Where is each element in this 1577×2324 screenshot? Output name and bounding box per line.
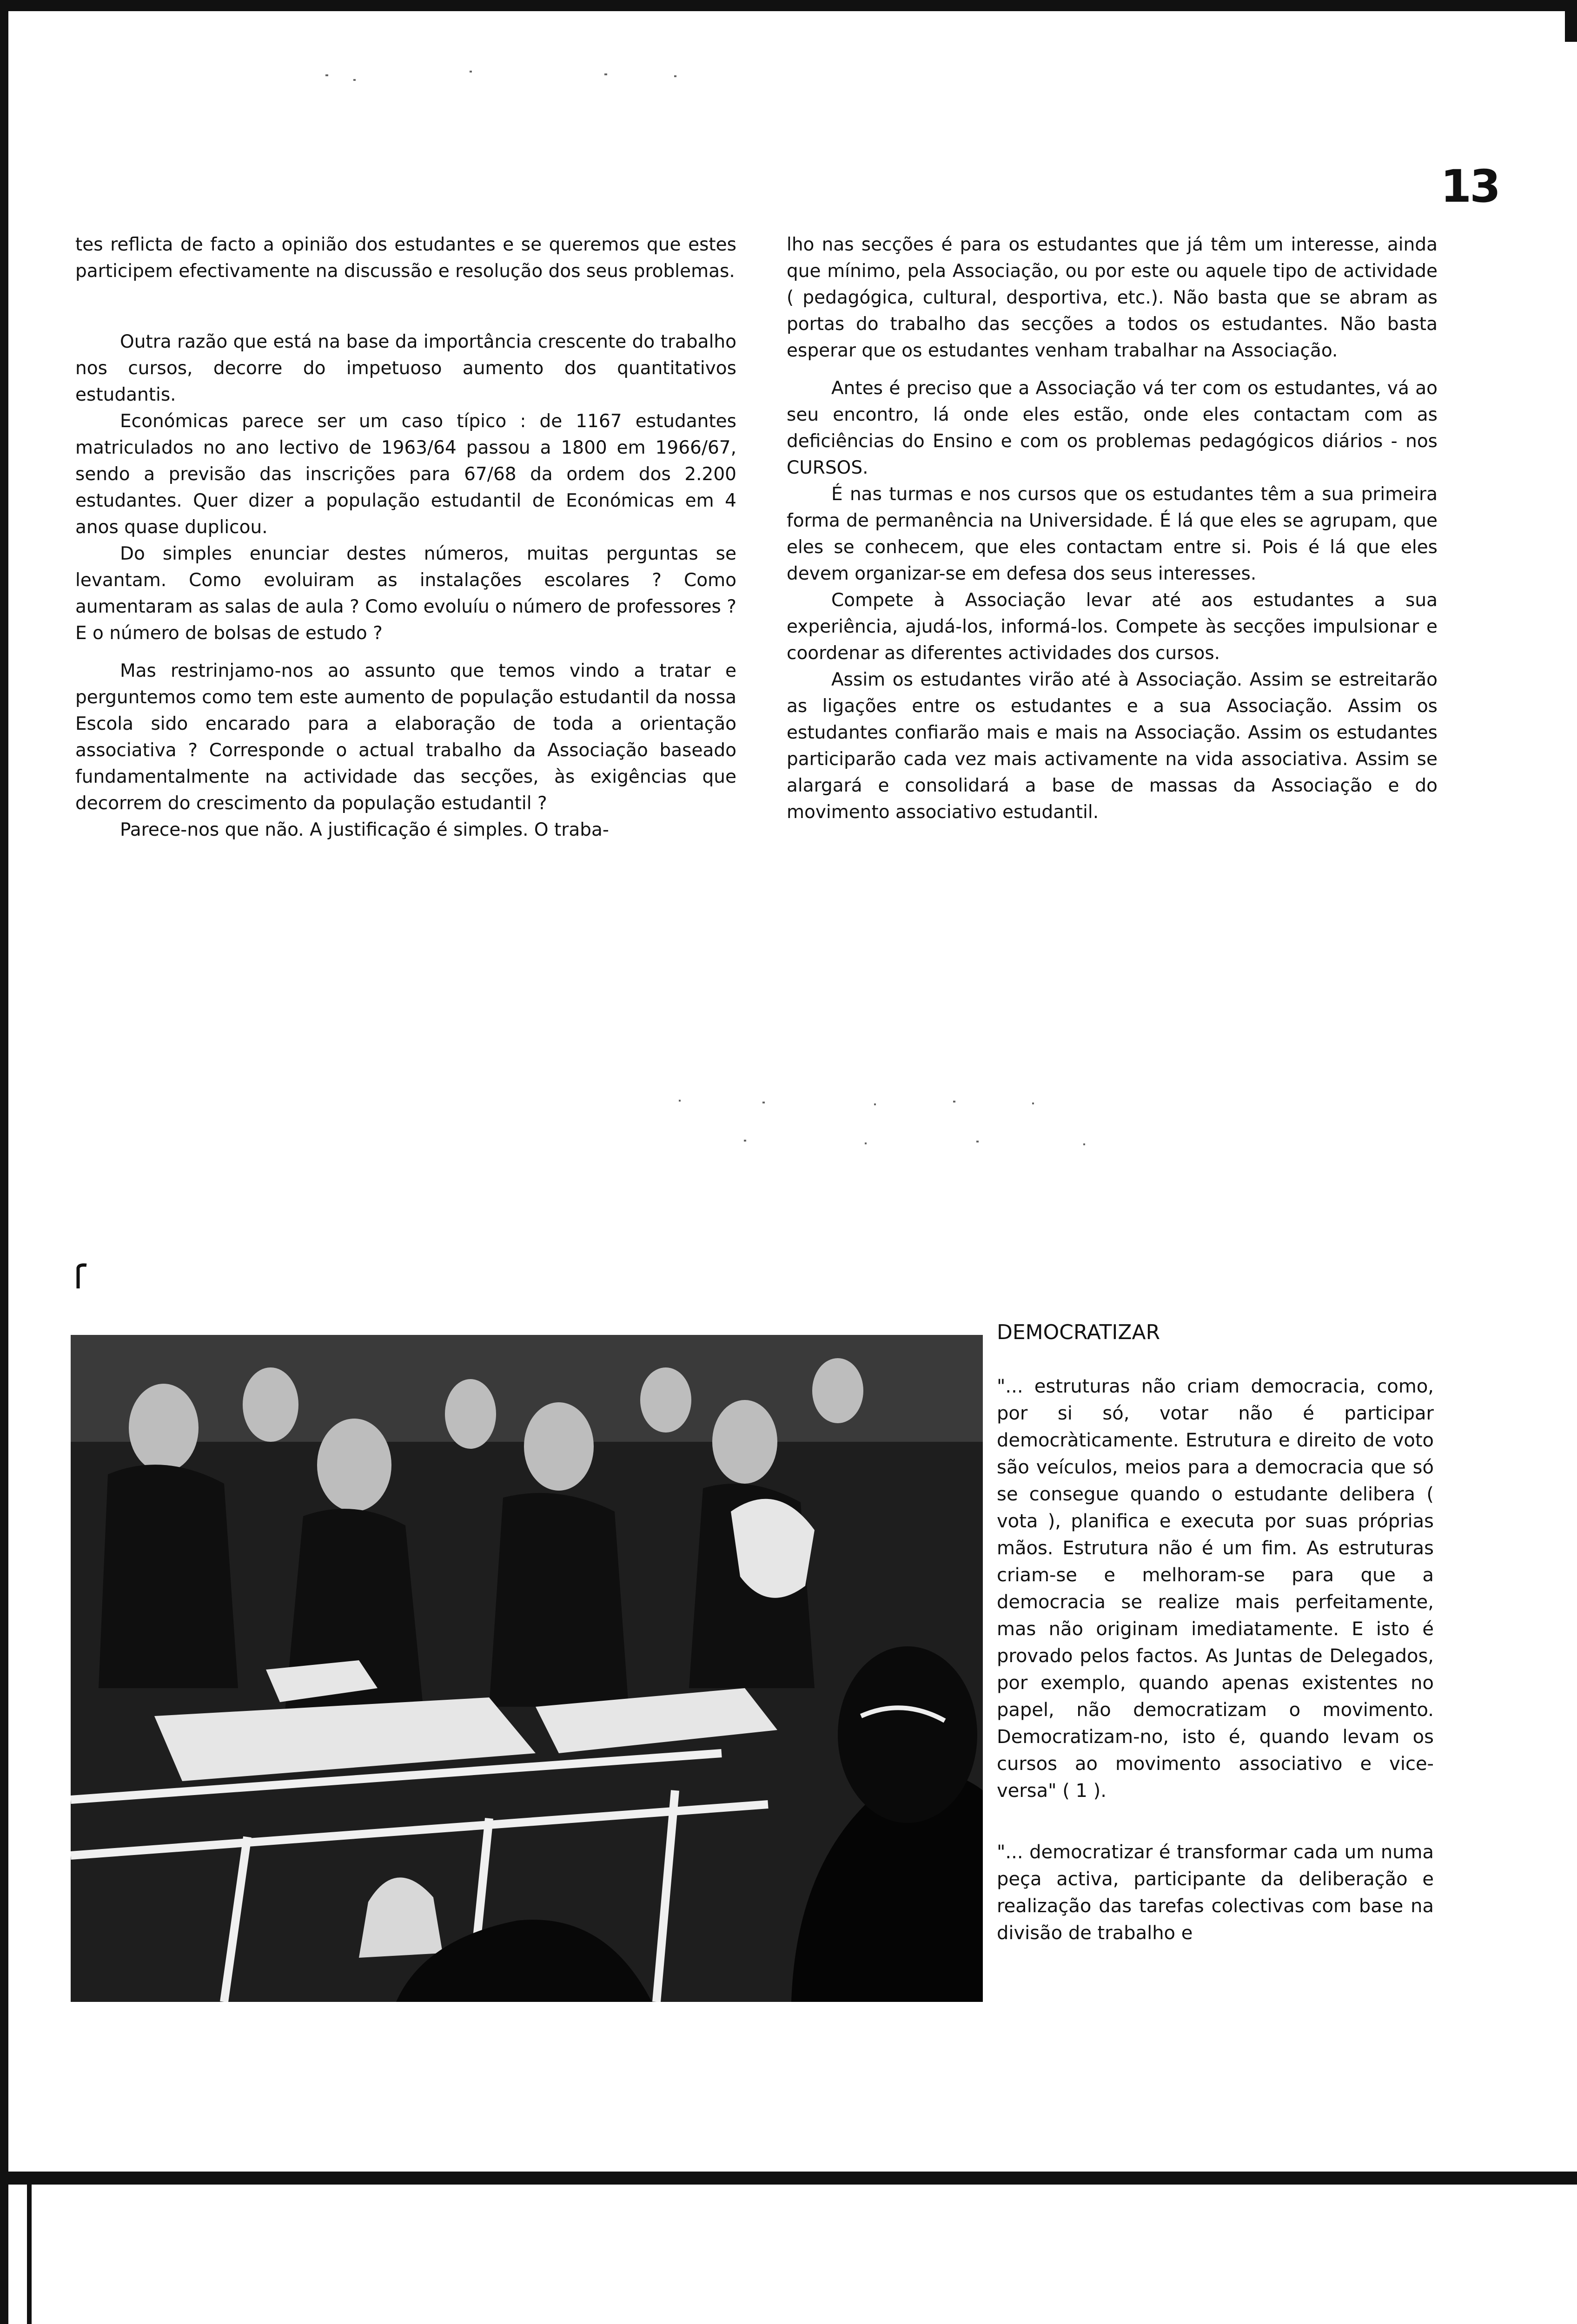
paragraph: Económicas parece ser um caso típico : de 1167 estudantes matriculados no ano lectivo de 1963/64 passou a 1800 em 1966/67, sendo a previsão das inscrições para 67/68 da ordem dos 2.200 estudantes. Quer dizer a população estudantil de Económicas em 4 anos quase duplicou. xyxy=(75,411,736,538)
right-column xyxy=(787,231,1438,825)
democratizar-sidebar xyxy=(997,1319,1434,1947)
page-number: 13 xyxy=(1440,160,1499,212)
scan-border-inner xyxy=(27,2185,32,2324)
paragraph: lho nas secções é para os estudantes que já têm um interesse, ainda que mínimo, pela Associação, ou por este ou aquele tipo de actividade ( pedagógica, cultural, desportiva, etc.). Não basta que se abram as portas do trabalho das secções a todos os estudantes. Não basta esperar que os estudantes venham trabalhar na Associação. xyxy=(787,234,1438,361)
sidebar-quote: "... democratizar é transformar cada um numa peça activa, participante da deliberação e realização das tarefas colectivas com base na divisão de trabalho e xyxy=(997,1842,1434,1944)
scan-border-left xyxy=(0,0,8,2324)
paragraph: Assim os estudantes virão até à Associação. Assim se estreitarão as ligações entre os estudantes e a sua Associação. Assim os estudantes confiarão mais e mais na Associação. Assim os estudantes participarão cada vez mais activamente na vida associativa. Assim se alargará e consolidará a base de massas da Associação e do movimento associativo estudantil. xyxy=(787,669,1438,823)
paragraph: Parece-nos que não. A justificação é simples. O traba- xyxy=(120,819,609,840)
paragraph: Mas restrinjamo-nos ao assunto que temos vindo a tratar e perguntemos como tem este aumento de população estudantil da nossa Escola sido encarado para a elaboração de toda a orientação associativa ? Corresponde o actual trabalho da Associação baseado fundamentalmente na actividade das secções, às exigências que decorrem do crescimento da população estudantil ? xyxy=(75,660,736,814)
paragraph: Compete à Associação levar até aos estudantes a sua experiência, ajudá-los, informá-los. Compete às secções impulsionar e coordenar as diferentes actividades dos cursos. xyxy=(787,590,1438,664)
paragraph: Do simples enunciar destes números, muitas perguntas se levantam. Como evoluiram as instalações escolares ? Como aumentaram as salas de aula ? Como evoluíu o número de professores ? E o número de bolsas de estudo ? xyxy=(75,543,736,644)
paragraph: Antes é preciso que a Associação vá ter com os estudantes, vá ao seu encontro, lá onde eles estão, onde eles contactam com as deficiências do Ensino e com os problemas pedagógicos diários - nos CURSOS. xyxy=(787,378,1438,478)
crop-mark xyxy=(73,1261,91,1289)
sidebar-quote: "... estruturas não criam democracia, como, por si só, votar não é participar democràticamente. Estrutura e direito de voto são veículos, meios para a democracia que só se consegue quando o estudante delibera ( vota ), planifica e executa por suas próprias mãos. Estrutura não é um fim. As estruturas criam-se e melhoram-se para que a democracia se realize mais perfeitamente, mas não originam imediatamente. E isto é provado pelos factos. As Juntas de Delegados, por exemplo, quando apenas existentes no papel, não democratizam o movimento. Democratizam-no, isto é, quando levam os cursos ao movimento associativo e vice-versa" ( 1 ). xyxy=(997,1376,1434,1802)
left-column xyxy=(75,231,736,843)
paragraph: É nas turmas e nos cursos que os estudantes têm a sua primeira forma de permanência na Universidade. É lá que eles se agrupam, que eles se conhecem, que eles contactam entre si. Pois é lá que eles devem organizar-se em defesa dos seus interesses. xyxy=(787,484,1438,584)
sidebar-title: DEMOCRATIZAR xyxy=(997,1320,1160,1344)
students-meeting-photo xyxy=(71,1335,983,2002)
paragraph: tes reflicta de facto a opinião dos estudantes e se queremos que estes participem efectivamente na discussão e resolução dos seus problemas. xyxy=(75,234,736,282)
scan-border-right xyxy=(1565,0,1577,42)
scan-border-middle xyxy=(0,2172,1577,2185)
paragraph: Outra razão que está na base da importância crescente do trabalho nos cursos, decorre do impetuoso aumento dos quantitativos estudantis. xyxy=(75,331,736,405)
scan-border-top xyxy=(0,0,1577,11)
